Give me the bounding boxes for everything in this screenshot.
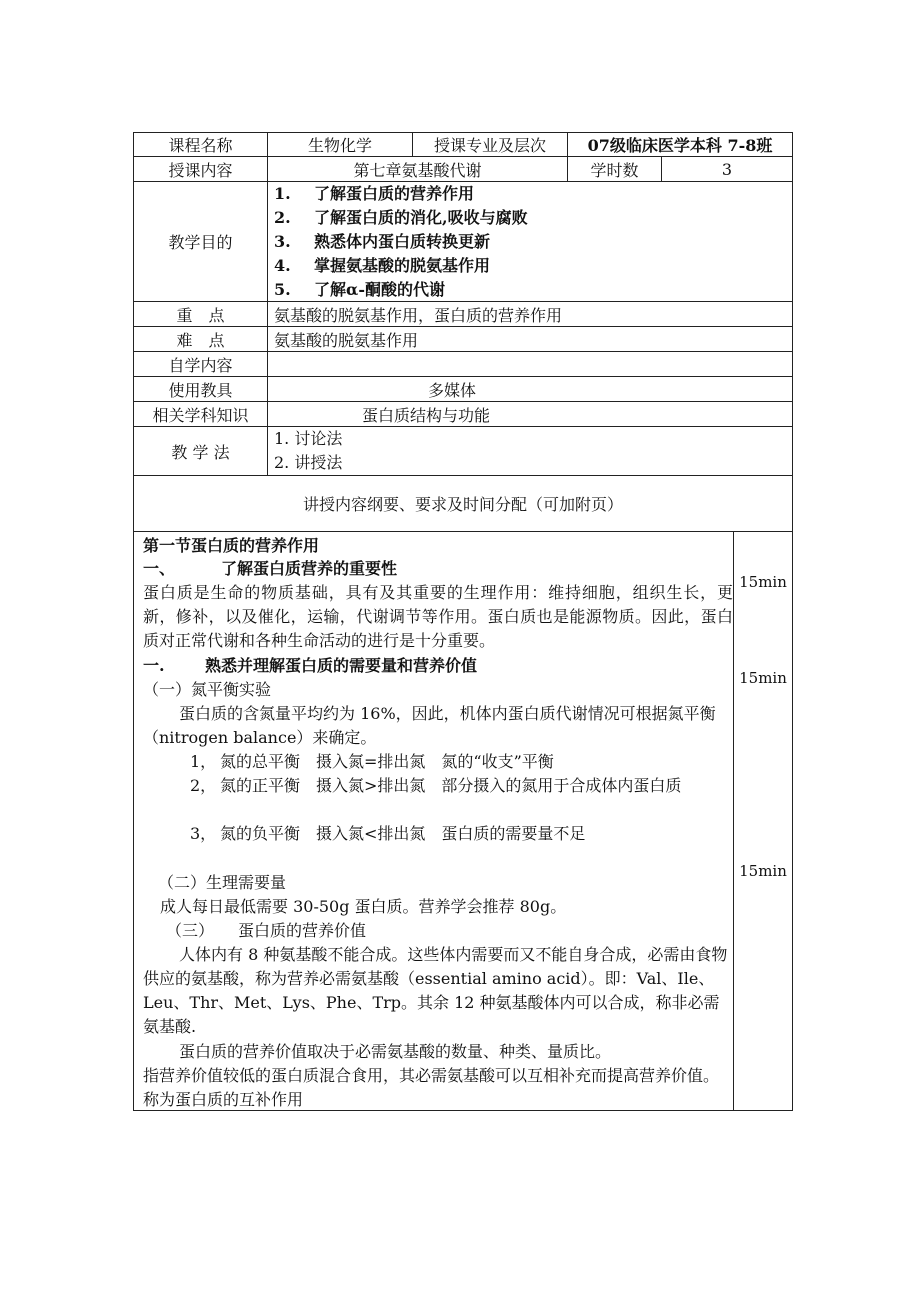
teaching-tools-value: 多媒体 <box>427 380 476 400</box>
subheading-nitrogen-balance: （一）氮平衡实验 <box>143 680 272 699</box>
related-knowledge-label: 相关学科知识 <box>152 405 249 425</box>
balance-item: 3， 氮的负平衡 摄入氮<排出氮 蛋白质的需要量不足 <box>190 824 586 843</box>
paragraph-requirement: 成人每日最低需要 30-50g 蛋白质。营养学会推荐 80g。 <box>160 897 567 916</box>
related-knowledge-value: 蛋白质结构与功能 <box>361 405 490 425</box>
major-level-label: 授课专业及层次 <box>433 136 546 155</box>
time-allocation: 15min <box>739 573 787 591</box>
paragraph-complement: 指营养价值较低的蛋白质混合食用，其必需氨基酸可以互相补充而提高营养价值。称为蛋白质的互补作用 <box>143 1066 720 1109</box>
balance-item: 1， 氮的总平衡 摄入氮=排出氮 氮的“收支”平衡 <box>190 752 554 771</box>
objective-item: 1. 了解蛋白质的营养作用 <box>274 184 475 203</box>
objective-item: 4. 掌握氨基酸的脱氨基作用 <box>274 256 491 275</box>
balance-item: 2， 氮的正平衡 摄入氮>排出氮 部分摄入的氮用于合成体内蛋白质 <box>190 776 682 795</box>
difficult-points-value: 氨基酸的脱氨基作用 <box>274 330 419 350</box>
time-allocation: 15min <box>739 862 787 880</box>
methods-label: 教 学 法 <box>171 442 230 462</box>
heading-requirement: 一. 熟悉并理解蛋白质的需要量和营养价值 <box>143 656 478 675</box>
method-item: 2. 讲授法 <box>274 453 343 472</box>
self-study-value <box>268 352 792 376</box>
teaching-content-label: 授课内容 <box>168 160 233 180</box>
section-title: 第一节蛋白质的营养作用 <box>143 536 320 555</box>
self-study-label: 自学内容 <box>168 355 233 375</box>
objective-item: 2. 了解蛋白质的消化,吸收与腐败 <box>274 208 528 227</box>
objective-item: 3. 熟悉体内蛋白质转换更新 <box>274 232 491 251</box>
subheading-requirement: （二）生理需要量 <box>158 873 287 892</box>
teaching-tools-label: 使用教具 <box>168 380 233 400</box>
key-points-value: 氨基酸的脱氨基作用，蛋白质的营养作用 <box>274 305 563 325</box>
subheading-value: （三） 蛋白质的营养价值 <box>166 921 367 940</box>
difficult-points-label: 难 点 <box>176 330 225 350</box>
paragraph-value: 蛋白质的营养价值取决于必需氨基酸的数量、种类、量质比。 <box>179 1042 612 1061</box>
hours-label: 学时数 <box>590 160 639 180</box>
course-name-value: 生物化学 <box>307 136 372 155</box>
time-allocation: 15min <box>739 669 787 687</box>
major-level-value: 07级临床医学本科 7-8班 <box>587 136 773 155</box>
objectives-label: 教学目的 <box>168 233 233 252</box>
outline-header: 讲授内容纲要、要求及时间分配（可加附页） <box>302 495 623 514</box>
method-item: 1. 讨论法 <box>274 429 343 448</box>
paragraph-nitrogen: 蛋白质的含氮量平均约为 16%，因此，机体内蛋白质代谢情况可根据氮平衡（nitrogen balance）来确定。 <box>143 704 716 747</box>
heading-importance: 一、 了解蛋白质营养的重要性 <box>143 559 398 578</box>
paragraph-essential: 人体内有 8 种氨基酸不能合成。这些体内需要而又不能自身合成，必需由食物供应的氨基酸，称为营养必需氨基酸（essential amino acid）。即：Val、Ile、Leu、Thr、Met、Lys、Phe、Trp。其余 12 种氨基酸体内可以合成，称非必需氨基酸. <box>143 945 728 1036</box>
key-points-label: 重 点 <box>176 305 225 325</box>
course-name-label: 课程名称 <box>168 136 233 155</box>
hours-value: 3 <box>721 159 733 179</box>
objective-item: 5. 了解α-酮酸的代谢 <box>274 280 445 299</box>
teaching-content-value: 第七章氨基酸代谢 <box>353 160 482 180</box>
paragraph-importance: 蛋白质是生命的物质基础，具有及其重要的生理作用：维持细胞，组织生长，更新，修补，以及催化，运输，代谢调节等作用。蛋白质也是能源物质。因此，蛋白质对正常代谢和各种生命活动的进行是十分重要。 <box>143 583 733 650</box>
